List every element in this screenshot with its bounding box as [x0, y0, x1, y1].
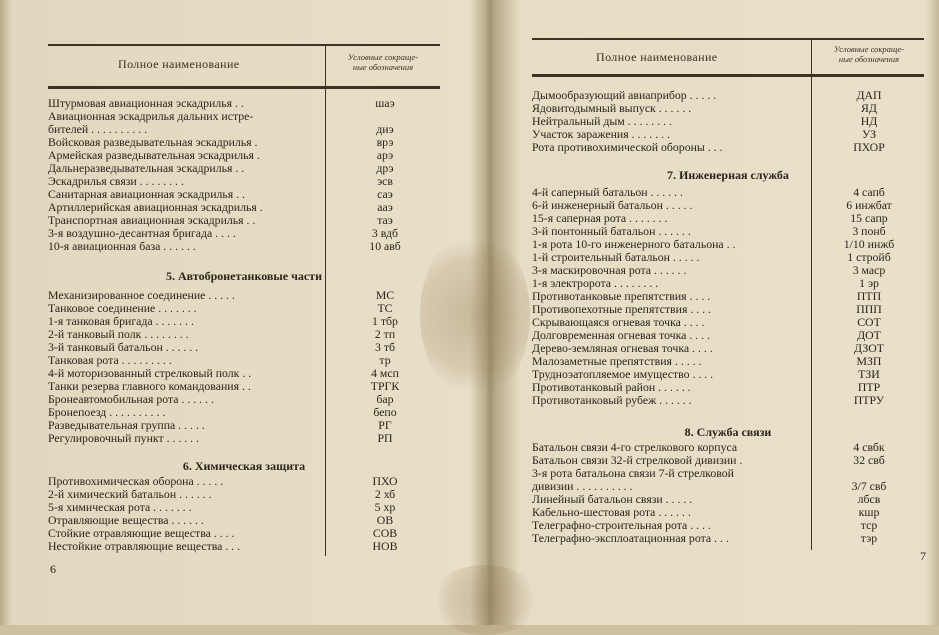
- item-abbr: РГ: [378, 418, 392, 432]
- list-item: [532, 141, 924, 154]
- right-page: [490, 0, 939, 625]
- item-name: Малозаметные препятствия . . . . .: [532, 355, 702, 368]
- item-abbr: эсв: [377, 174, 393, 188]
- item-abbr: диэ: [376, 122, 394, 136]
- item-abbr: 3 вдб: [371, 226, 399, 240]
- item-abbr: бар: [376, 392, 394, 406]
- item-abbr: ПТРУ: [853, 393, 885, 407]
- item-name: 6-й инженерный батальон . . . . .: [532, 199, 693, 212]
- item-name: 1-я танковая бригада . . . . . . .: [48, 315, 194, 328]
- right-section7-list: [532, 186, 924, 407]
- item-abbr: ПТР: [857, 380, 881, 394]
- item-abbr: НД: [860, 114, 878, 128]
- item-name: 2-й танковый полк . . . . . . . .: [48, 328, 189, 341]
- item-abbr: 1 стройб: [847, 250, 891, 264]
- item-name: Телеграфно-эксплоатационная рота . . .: [532, 532, 729, 545]
- item-name: Батальон связи 32-й стрелковой дивизии .: [532, 454, 743, 467]
- item-name: Противотанковые препятствия . . . .: [532, 290, 711, 303]
- item-name: Дымообразующий авиаприбор . . . . .: [532, 89, 717, 102]
- item-name: 3-й танковый батальон . . . . . .: [48, 341, 199, 354]
- section-5-title: 5. Автобронетанковые части: [166, 269, 322, 283]
- item-abbr: СОВ: [372, 526, 398, 540]
- item-abbr: ДОТ: [857, 328, 881, 342]
- item-abbr: ПТП: [856, 289, 882, 303]
- item-name: Транспортная авиационная эскадрилья . .: [48, 214, 256, 227]
- list-item: [48, 97, 440, 110]
- item-abbr: 4 мсп: [371, 366, 399, 380]
- item-name: Кабельно-шестовая рота . . . . . .: [532, 506, 691, 519]
- item-name: 15-я саперная рота . . . . . . .: [532, 212, 668, 225]
- header-top-rule: [48, 44, 440, 46]
- item-name: 3-я маскировочная рота . . . . . .: [532, 264, 687, 277]
- item-abbr: врэ: [376, 135, 394, 149]
- item-abbr: ПХОР: [853, 140, 885, 154]
- list-item: [532, 454, 924, 467]
- item-abbr: саэ: [377, 187, 393, 201]
- item-abbr: 2 хб: [374, 487, 396, 501]
- item-name: бителей . . . . . . . . . .: [48, 123, 148, 136]
- item-name: Отравляющие вещества . . . . . .: [48, 514, 204, 527]
- section-7-title: 7. Инженерная служба: [667, 168, 789, 182]
- item-name: Противопехотные препятствия . . . .: [532, 303, 711, 316]
- header-bottom-rule: [48, 86, 440, 89]
- item-name: Санитарная авиационная эскадрилья . .: [48, 188, 245, 201]
- item-abbr: 3 маср: [852, 263, 886, 277]
- item-abbr: тэр: [860, 531, 878, 545]
- item-abbr: ЯД: [861, 101, 877, 115]
- item-abbr: тр: [379, 353, 391, 367]
- item-abbr: ТЗИ: [858, 367, 880, 381]
- item-abbr: СОТ: [857, 315, 881, 329]
- item-name: Танковое соединение . . . . . . .: [48, 302, 197, 315]
- header-abbr: [328, 52, 438, 72]
- item-name: Противотанковый район . . . . . .: [532, 381, 691, 394]
- item-abbr: 1 тбр: [372, 314, 398, 328]
- item-abbr: ТРГК: [370, 379, 400, 393]
- item-name: Участок заражения . . . . . . .: [532, 128, 670, 141]
- item-name: Телеграфно-строительная рота . . . .: [532, 519, 711, 532]
- item-abbr: бепо: [373, 405, 397, 419]
- item-abbr: ТС: [377, 301, 393, 315]
- item-name: Регулировочный пункт . . . . . .: [48, 432, 200, 445]
- item-name: Бронеавтомобильная рота . . . . . .: [48, 393, 214, 406]
- list-item: [532, 532, 924, 545]
- item-abbr: ППП: [856, 302, 882, 316]
- item-name: Батальон связи 4-го стрелкового корпуса: [532, 441, 738, 454]
- item-name: Разведывательная группа . . . . .: [48, 419, 205, 432]
- item-name: 5-я химическая рота . . . . . . .: [48, 501, 192, 514]
- item-name: 1-я рота 10-го инженерного батальона . .: [532, 238, 736, 251]
- right-group1-list: [532, 89, 924, 154]
- item-name: 1-й строительный батальон . . . . .: [532, 251, 700, 264]
- item-abbr: 15 сапр: [850, 211, 888, 225]
- item-name: Дальнеразведывательная эскадрилья . .: [48, 162, 245, 175]
- item-abbr: 4 сапб: [853, 185, 885, 199]
- item-abbr: 1 эр: [859, 276, 879, 290]
- item-name: Армейская разведывательная эскадрилья .: [48, 149, 260, 162]
- item-name: Механизированное соединение . . . . .: [48, 289, 235, 302]
- item-abbr: УЗ: [861, 127, 877, 141]
- header-abbr-line1: Условные сокраще-: [347, 52, 419, 62]
- item-name: 3-й понтонный батальон . . . . . .: [532, 225, 691, 238]
- item-name: Нестойкие отравляющие вещества . . .: [48, 540, 241, 553]
- item-name: Штурмовая авиационная эскадрилья . .: [48, 97, 244, 110]
- page-number: 7: [920, 549, 926, 563]
- item-abbr: 5 хр: [374, 500, 396, 514]
- item-name: Танки резерва главного командования . .: [48, 380, 251, 393]
- item-abbr: кшр: [858, 505, 880, 519]
- header-full-name: Полное наименование: [118, 57, 240, 71]
- item-abbr: МС: [375, 288, 395, 302]
- right-section8-list: [532, 441, 924, 545]
- item-abbr: тср: [860, 518, 878, 532]
- header-bottom-rule: [532, 74, 924, 77]
- left-group1-list: [48, 97, 440, 253]
- item-name: Линейный батальон связи . . . . .: [532, 493, 693, 506]
- item-name: 4-й моторизованный стрелковый полк . .: [48, 367, 252, 380]
- item-name: Нейтральный дым . . . . . . . .: [532, 115, 672, 128]
- item-abbr: ПХО: [372, 474, 398, 488]
- list-item: [48, 240, 440, 253]
- item-name: Противохимическая оборона . . . . .: [48, 475, 224, 488]
- item-abbr: 2 тп: [374, 327, 396, 341]
- item-name: 1-я электророта . . . . . . . .: [532, 277, 659, 290]
- item-abbr: МЗП: [856, 354, 882, 368]
- item-name: Трудноэатопляемое имущество . . . .: [532, 368, 714, 381]
- item-abbr: 4 свбк: [853, 440, 885, 454]
- item-abbr: 3 тб: [374, 340, 395, 354]
- left-section6-list: [48, 475, 440, 553]
- header-abbr-line2: ные обозначения: [838, 54, 900, 64]
- item-name: Стойкие отравляющие вещества . . . .: [48, 527, 235, 540]
- item-abbr: ДЗОТ: [854, 341, 884, 355]
- section-8-title: 8. Служба связи: [684, 425, 772, 439]
- item-abbr: 32 свб: [853, 453, 885, 467]
- item-abbr: 1/10 инжб: [843, 237, 895, 251]
- item-abbr: таэ: [377, 213, 393, 227]
- list-item: [48, 540, 440, 553]
- item-abbr: 6 инжбат: [846, 198, 892, 212]
- item-name: 4-й саперный батальон . . . . . .: [532, 186, 683, 199]
- header-top-rule: [532, 38, 924, 40]
- item-abbr: ааэ: [377, 200, 393, 214]
- item-name: Войсковая разведывательная эскадрилья .: [48, 136, 258, 149]
- header-abbr-line1: Условные сокраще-: [833, 44, 905, 54]
- item-name: Рота противохимической обороны . . .: [532, 141, 723, 154]
- item-name: Дерево-земляная огневая точка . . . .: [532, 342, 713, 355]
- item-name: 10-я авиационная база . . . . . .: [48, 240, 196, 253]
- item-name: 3-я воздушно-десантная бригада . . . .: [48, 227, 236, 240]
- item-name: Авиационная эскадрилья дальних истре-: [48, 110, 254, 123]
- item-name: 2-й химический батальон . . . . . .: [48, 488, 212, 501]
- item-name: Артиллерийская авиационная эскадрилья .: [48, 201, 263, 214]
- item-abbr: ДАП: [856, 88, 882, 102]
- item-abbr: шаэ: [375, 96, 395, 110]
- list-item: [532, 394, 924, 407]
- item-abbr: 3/7 свб: [851, 479, 887, 493]
- item-name: Бронепоезд . . . . . . . . . .: [48, 406, 166, 419]
- header-abbr-line2: ные обозначения: [352, 62, 414, 72]
- item-abbr: лбсв: [857, 492, 881, 506]
- left-section5-list: [48, 289, 440, 445]
- item-name: Долговременная огневая точка . . . .: [532, 329, 710, 342]
- page-number: 6: [50, 562, 56, 576]
- header-full-name: Полное наименование: [596, 50, 718, 64]
- item-abbr: РП: [377, 431, 393, 445]
- item-name: Эскадрилья связи . . . . . . . .: [48, 175, 184, 188]
- item-name: 3-я рота батальона связи 7-й стрелковой: [532, 467, 734, 480]
- item-name: Скрывающаяся огневая точка . . . .: [532, 316, 705, 329]
- item-abbr: арэ: [376, 148, 394, 162]
- item-abbr: 3 понб: [852, 224, 886, 238]
- item-abbr: 10 авб: [369, 239, 401, 253]
- item-name: Противотанковый рубеж . . . . . .: [532, 394, 692, 407]
- item-name: Ядовитодымный выпуск . . . . . .: [532, 102, 692, 115]
- section-6-title: 6. Химическая защита: [182, 459, 306, 473]
- item-abbr: ОВ: [376, 513, 394, 527]
- list-item: [48, 432, 440, 445]
- item-abbr: НОВ: [372, 539, 398, 553]
- item-name: Танковая рота . . . . . . . . .: [48, 354, 172, 367]
- header-abbr: [814, 44, 924, 64]
- item-name: дивизии . . . . . . . . . .: [532, 480, 633, 493]
- item-abbr: дрэ: [376, 161, 394, 175]
